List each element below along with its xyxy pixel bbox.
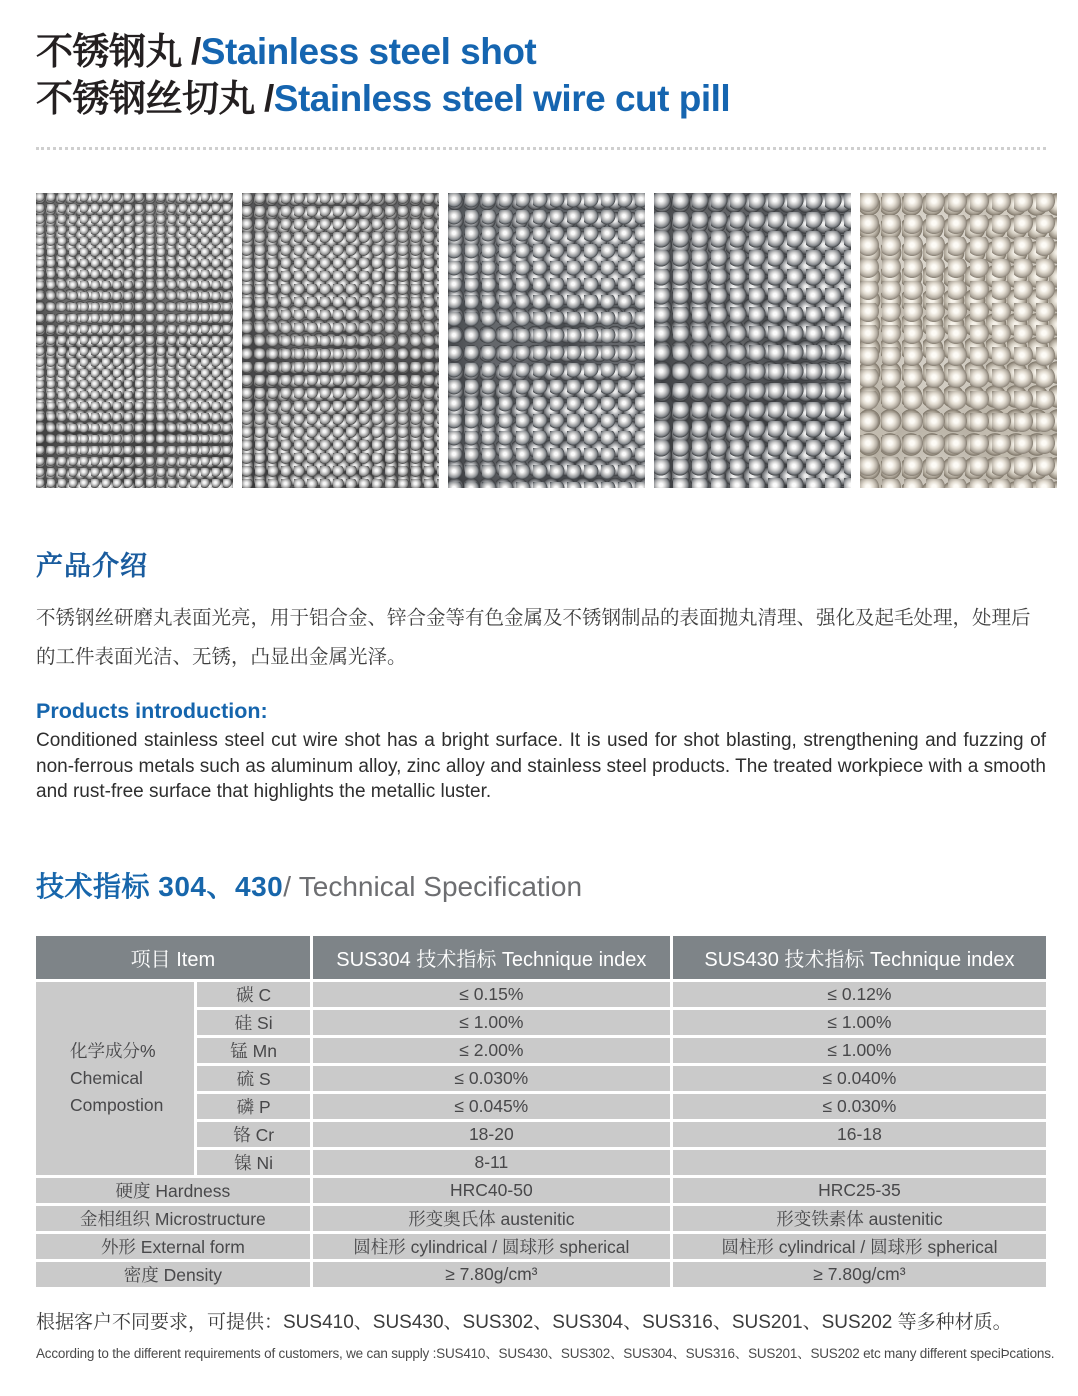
table-row-density — [36, 1262, 1046, 1287]
spec-table — [33, 933, 1049, 1290]
sus304-value: HRC40-50 — [313, 1178, 670, 1203]
dotted-divider — [36, 147, 1046, 150]
footer-note-zh: 根据客户不同要求，可提供：SUS410、SUS430、SUS302、SUS304、SUS316、SUS201、SUS202 等多种材质。 — [36, 1311, 1012, 1333]
row-label: 硬度 Hardness — [36, 1178, 310, 1203]
sus304-value: 18-20 — [313, 1122, 670, 1147]
spec-table-header-row — [36, 936, 1046, 979]
page-footer — [36, 1307, 1055, 1362]
element-cell: 硫 S — [197, 1066, 309, 1091]
sus430-value: ≤ 0.040% — [673, 1066, 1046, 1091]
sus430-value: 圆柱形 cylindrical / 圆球形 spherical — [673, 1234, 1046, 1259]
spec-section — [36, 869, 1046, 1290]
col-header-item: 项目 Item — [36, 936, 310, 979]
intro-heading-zh: 产品介绍 — [36, 551, 148, 581]
intro-paragraph-zh: 不锈钢丝研磨丸表面光亮，用于铝合金、锌合金等有色金属及不锈钢制品的表面抛丸清理、强化及起毛处理，处理后的工件表面光洁、无锈，凸显出金属光泽。 — [36, 607, 1031, 668]
sus430-value: ≥ 7.80g/cm³ — [673, 1262, 1046, 1287]
chem-label-en2: Compostion — [70, 1094, 164, 1115]
table-row-carbon — [36, 982, 1046, 1007]
chem-composition-label — [36, 982, 194, 1175]
sus304-value: ≤ 1.00% — [313, 1010, 670, 1035]
spec-heading — [36, 869, 1046, 905]
sus430-value: ≤ 0.12% — [673, 982, 1046, 1007]
element-cell: 铬 Cr — [197, 1122, 309, 1147]
sus304-value: 圆柱形 cylindrical / 圆球形 spherical — [313, 1234, 670, 1259]
sus304-value: ≥ 7.80g/cm³ — [313, 1262, 670, 1287]
intro-paragraph-en: Conditioned stainless steel cut wire shot has a bright surface. It is used for shot blasting, strengthening and fuzzing of non-ferrous metals such as aluminum alloy, zinc alloy and stainless steel products. The treated workpiece with a smooth and rust-free surface that highlights the metallic luster. — [36, 730, 1046, 802]
table-row-microstructure — [36, 1206, 1046, 1231]
spec-heading-en: / Technical Specification — [283, 870, 583, 902]
sus430-value: HRC25-35 — [673, 1178, 1046, 1203]
sus304-value: ≤ 0.030% — [313, 1066, 670, 1091]
sus430-value: ≤ 0.030% — [673, 1094, 1046, 1119]
row-label: 密度 Density — [36, 1262, 310, 1287]
page-header — [36, 0, 1046, 122]
chem-label-en1: Chemical — [70, 1067, 143, 1088]
element-cell: 硅 Si — [197, 1010, 309, 1035]
sus304-value: ≤ 0.15% — [313, 982, 670, 1007]
sus430-value: ≤ 1.00% — [673, 1038, 1046, 1063]
title-slash-2: / — [264, 78, 274, 119]
product-photo-4-large-shot — [654, 193, 851, 488]
intro-section — [36, 544, 1046, 805]
table-row-hardness — [36, 1178, 1046, 1203]
product-photo-5-wire-cut-pill — [860, 193, 1057, 488]
title-slash-1: / — [191, 31, 201, 72]
title-zh-1: 不锈钢丸 — [36, 31, 182, 72]
product-photos — [36, 193, 1046, 488]
sus304-value: ≤ 0.045% — [313, 1094, 670, 1119]
table-row-external-form — [36, 1234, 1046, 1259]
title-zh-2: 不锈钢丝切丸 — [36, 78, 255, 119]
title-en-1: Stainless steel shot — [200, 31, 537, 72]
element-cell: 镍 Ni — [197, 1150, 309, 1175]
sus430-value: 16-18 — [673, 1122, 1046, 1147]
sus430-value: 形变铁素体 austenitic — [673, 1206, 1046, 1231]
spec-heading-zh: 技术指标 304、430 — [36, 870, 284, 902]
intro-heading-en: Products introduction: — [36, 699, 268, 723]
row-label: 金相组织 Microstructure — [36, 1206, 310, 1231]
element-cell: 磷 P — [197, 1094, 309, 1119]
sus430-value — [673, 1150, 1046, 1175]
element-cell: 碳 C — [197, 982, 309, 1007]
product-photo-1-fine-shot — [36, 193, 233, 488]
col-header-sus430: SUS430 技术指标 Technique index — [673, 936, 1046, 979]
page-title-line-1 — [36, 28, 1046, 75]
row-label: 外形 External form — [36, 1234, 310, 1259]
sus304-value: 形变奥氏体 austenitic — [313, 1206, 670, 1231]
spec-table-wrap — [33, 933, 1049, 1290]
product-photo-2-small-shot — [242, 193, 439, 488]
page-title-line-2 — [36, 75, 1046, 122]
sus430-value: ≤ 1.00% — [673, 1010, 1046, 1035]
sus304-value: 8-11 — [313, 1150, 670, 1175]
col-header-sus304: SUS304 技术指标 Technique index — [313, 936, 670, 979]
sus304-value: ≤ 2.00% — [313, 1038, 670, 1063]
product-photo-3-medium-shot — [448, 193, 645, 488]
chem-label-zh: 化学成分% — [70, 1040, 156, 1061]
footer-note-en: According to the different requirements of customers, we can supply :SUS410、SUS430、SUS302、SUS304、SUS316、SUS201、SUS202 etc many different speciÞcations. — [36, 1345, 1055, 1361]
element-cell: 锰 Mn — [197, 1038, 309, 1063]
title-en-2: Stainless steel wire cut pill — [273, 78, 731, 119]
